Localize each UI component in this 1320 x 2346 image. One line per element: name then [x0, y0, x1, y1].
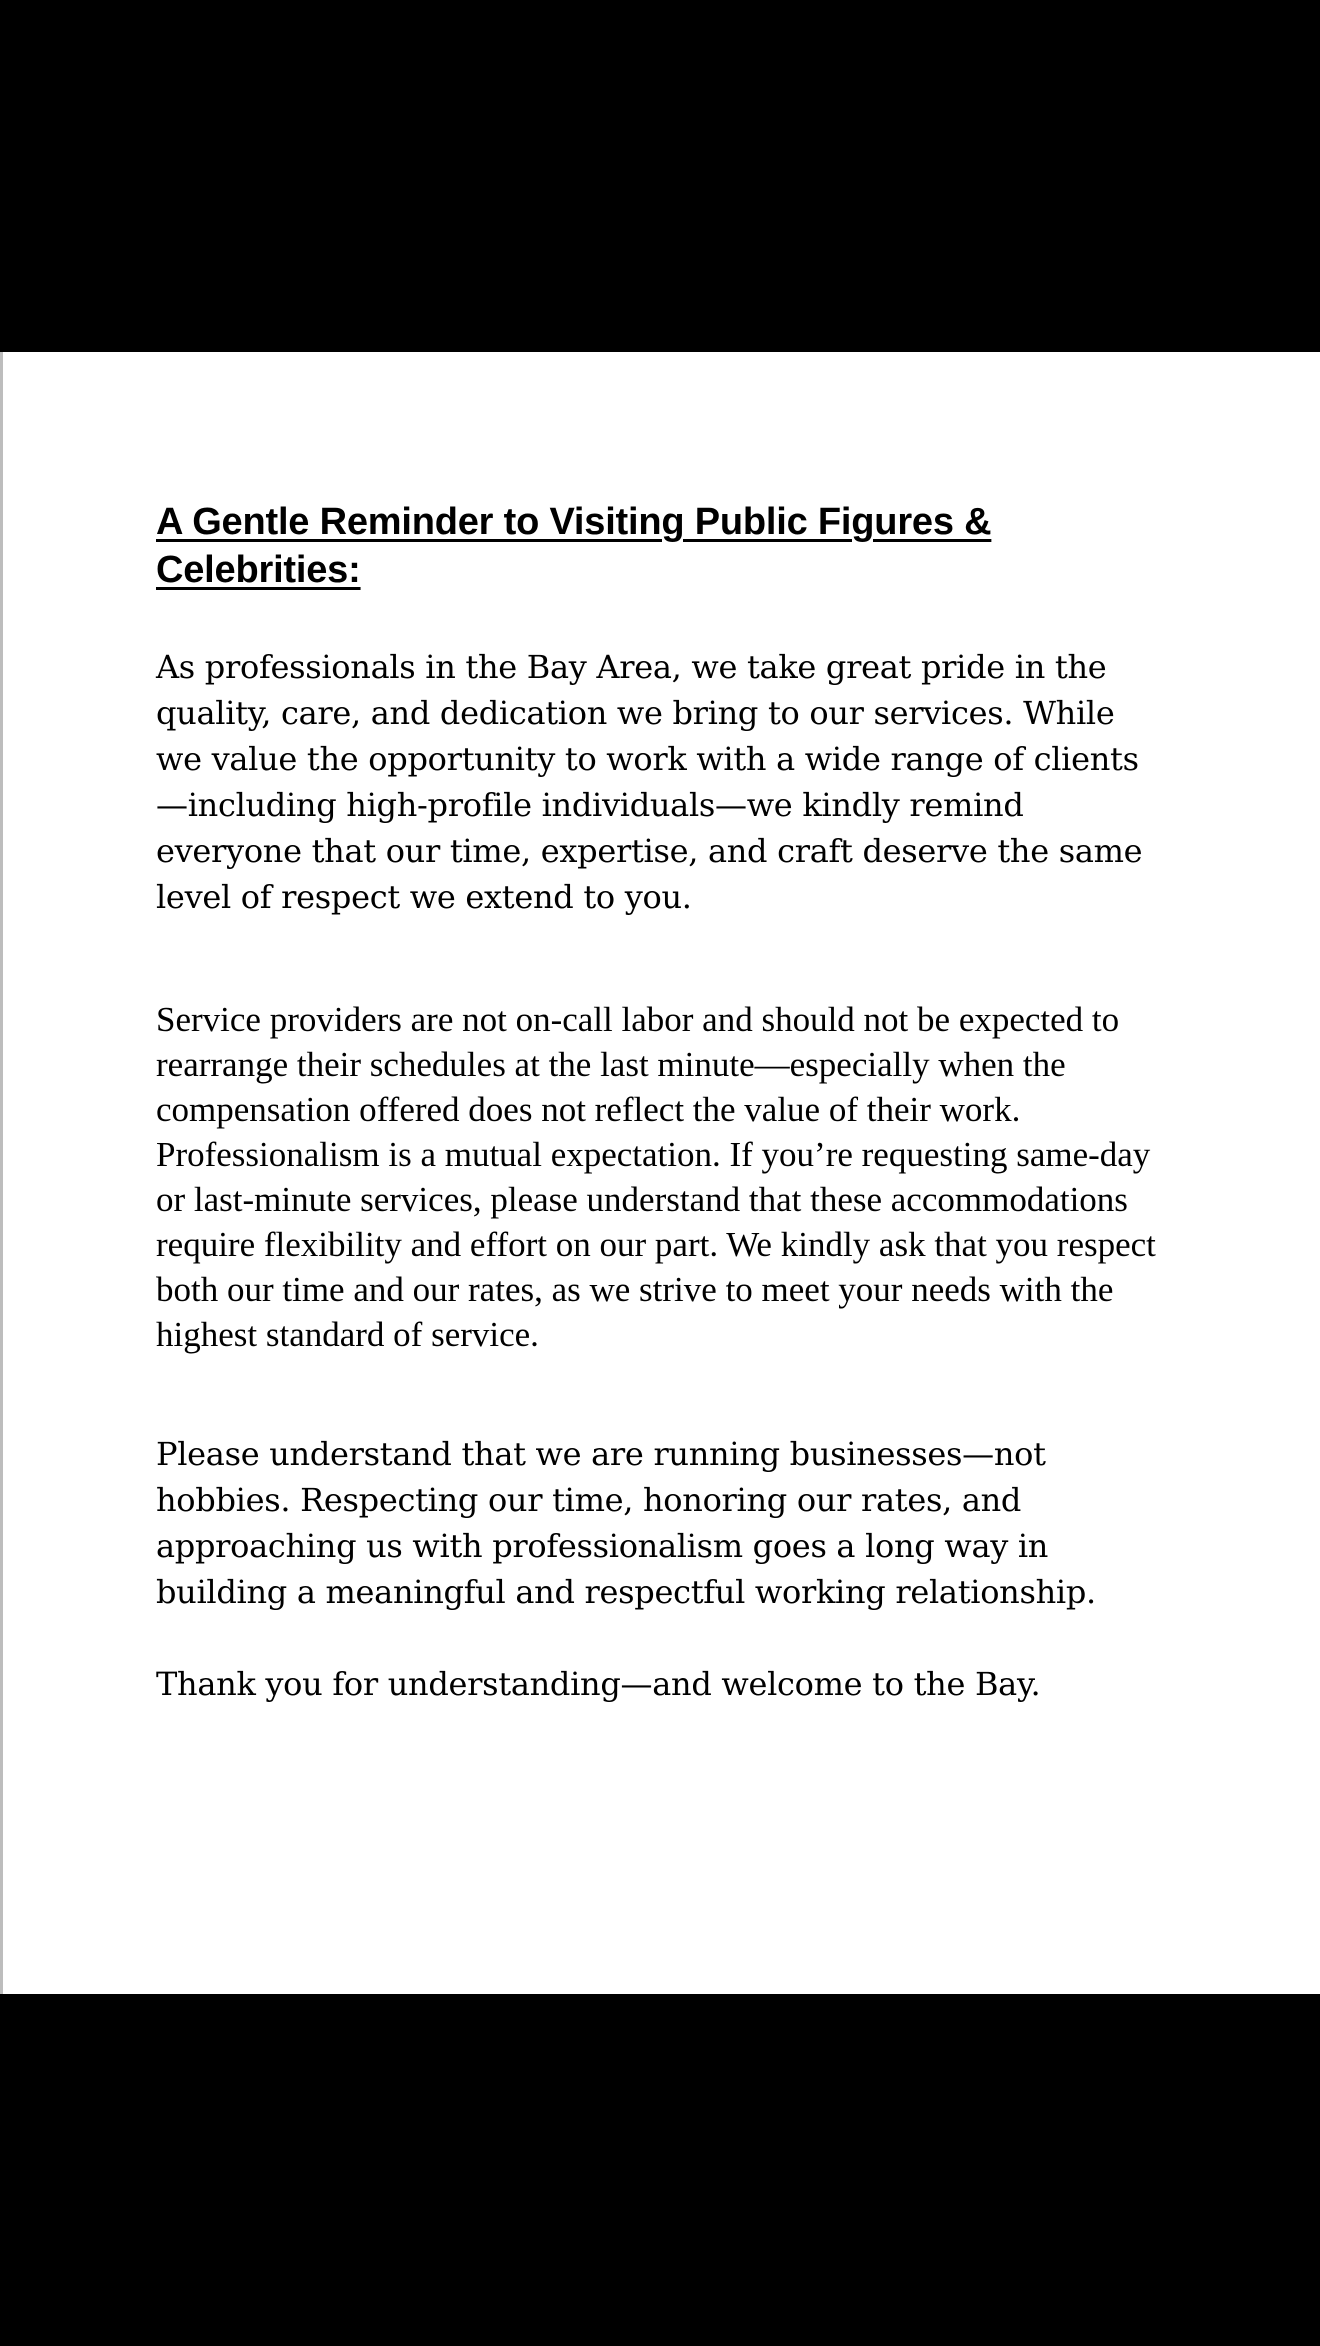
paragraph-intro: As professionals in the Bay Area, we take great pride in the quality, care, and dedication we bring to our services. While we value the opportunity to work with a wide range of clients—including high-profile individuals—we kindly remind everyone that our time, expertise, and craft deserve the same level of respect we extend to you. — [156, 648, 1143, 916]
document-page — [0, 352, 1320, 1994]
document-content — [156, 498, 1166, 1707]
paragraph-businesses: Please understand that we are running businesses—not hobbies. Respecting our time, honoring our rates, and approaching us with professionalism goes a long way in building a meaningful and respectful working relationship. — [156, 1435, 1096, 1611]
paragraph-service-providers: Service providers are not on-call labor and should not be expected to rearrange their schedules at the last minute—especially when the compensation offered does not reflect the value of their work. Professionalism is a mutual expectation. If you’re requesting same-day or last-minute services, please understand that these accommodations require flexibility and effort on our part. We kindly ask that you respect both our time and our rates, as we strive to meet your needs with the highest standard of service. — [156, 1000, 1156, 1354]
paragraph-closing: Thank you for understanding—and welcome to the Bay. — [156, 1665, 1041, 1703]
document-title: A Gentle Reminder to Visiting Public Figures & Celebrities: — [156, 501, 992, 591]
